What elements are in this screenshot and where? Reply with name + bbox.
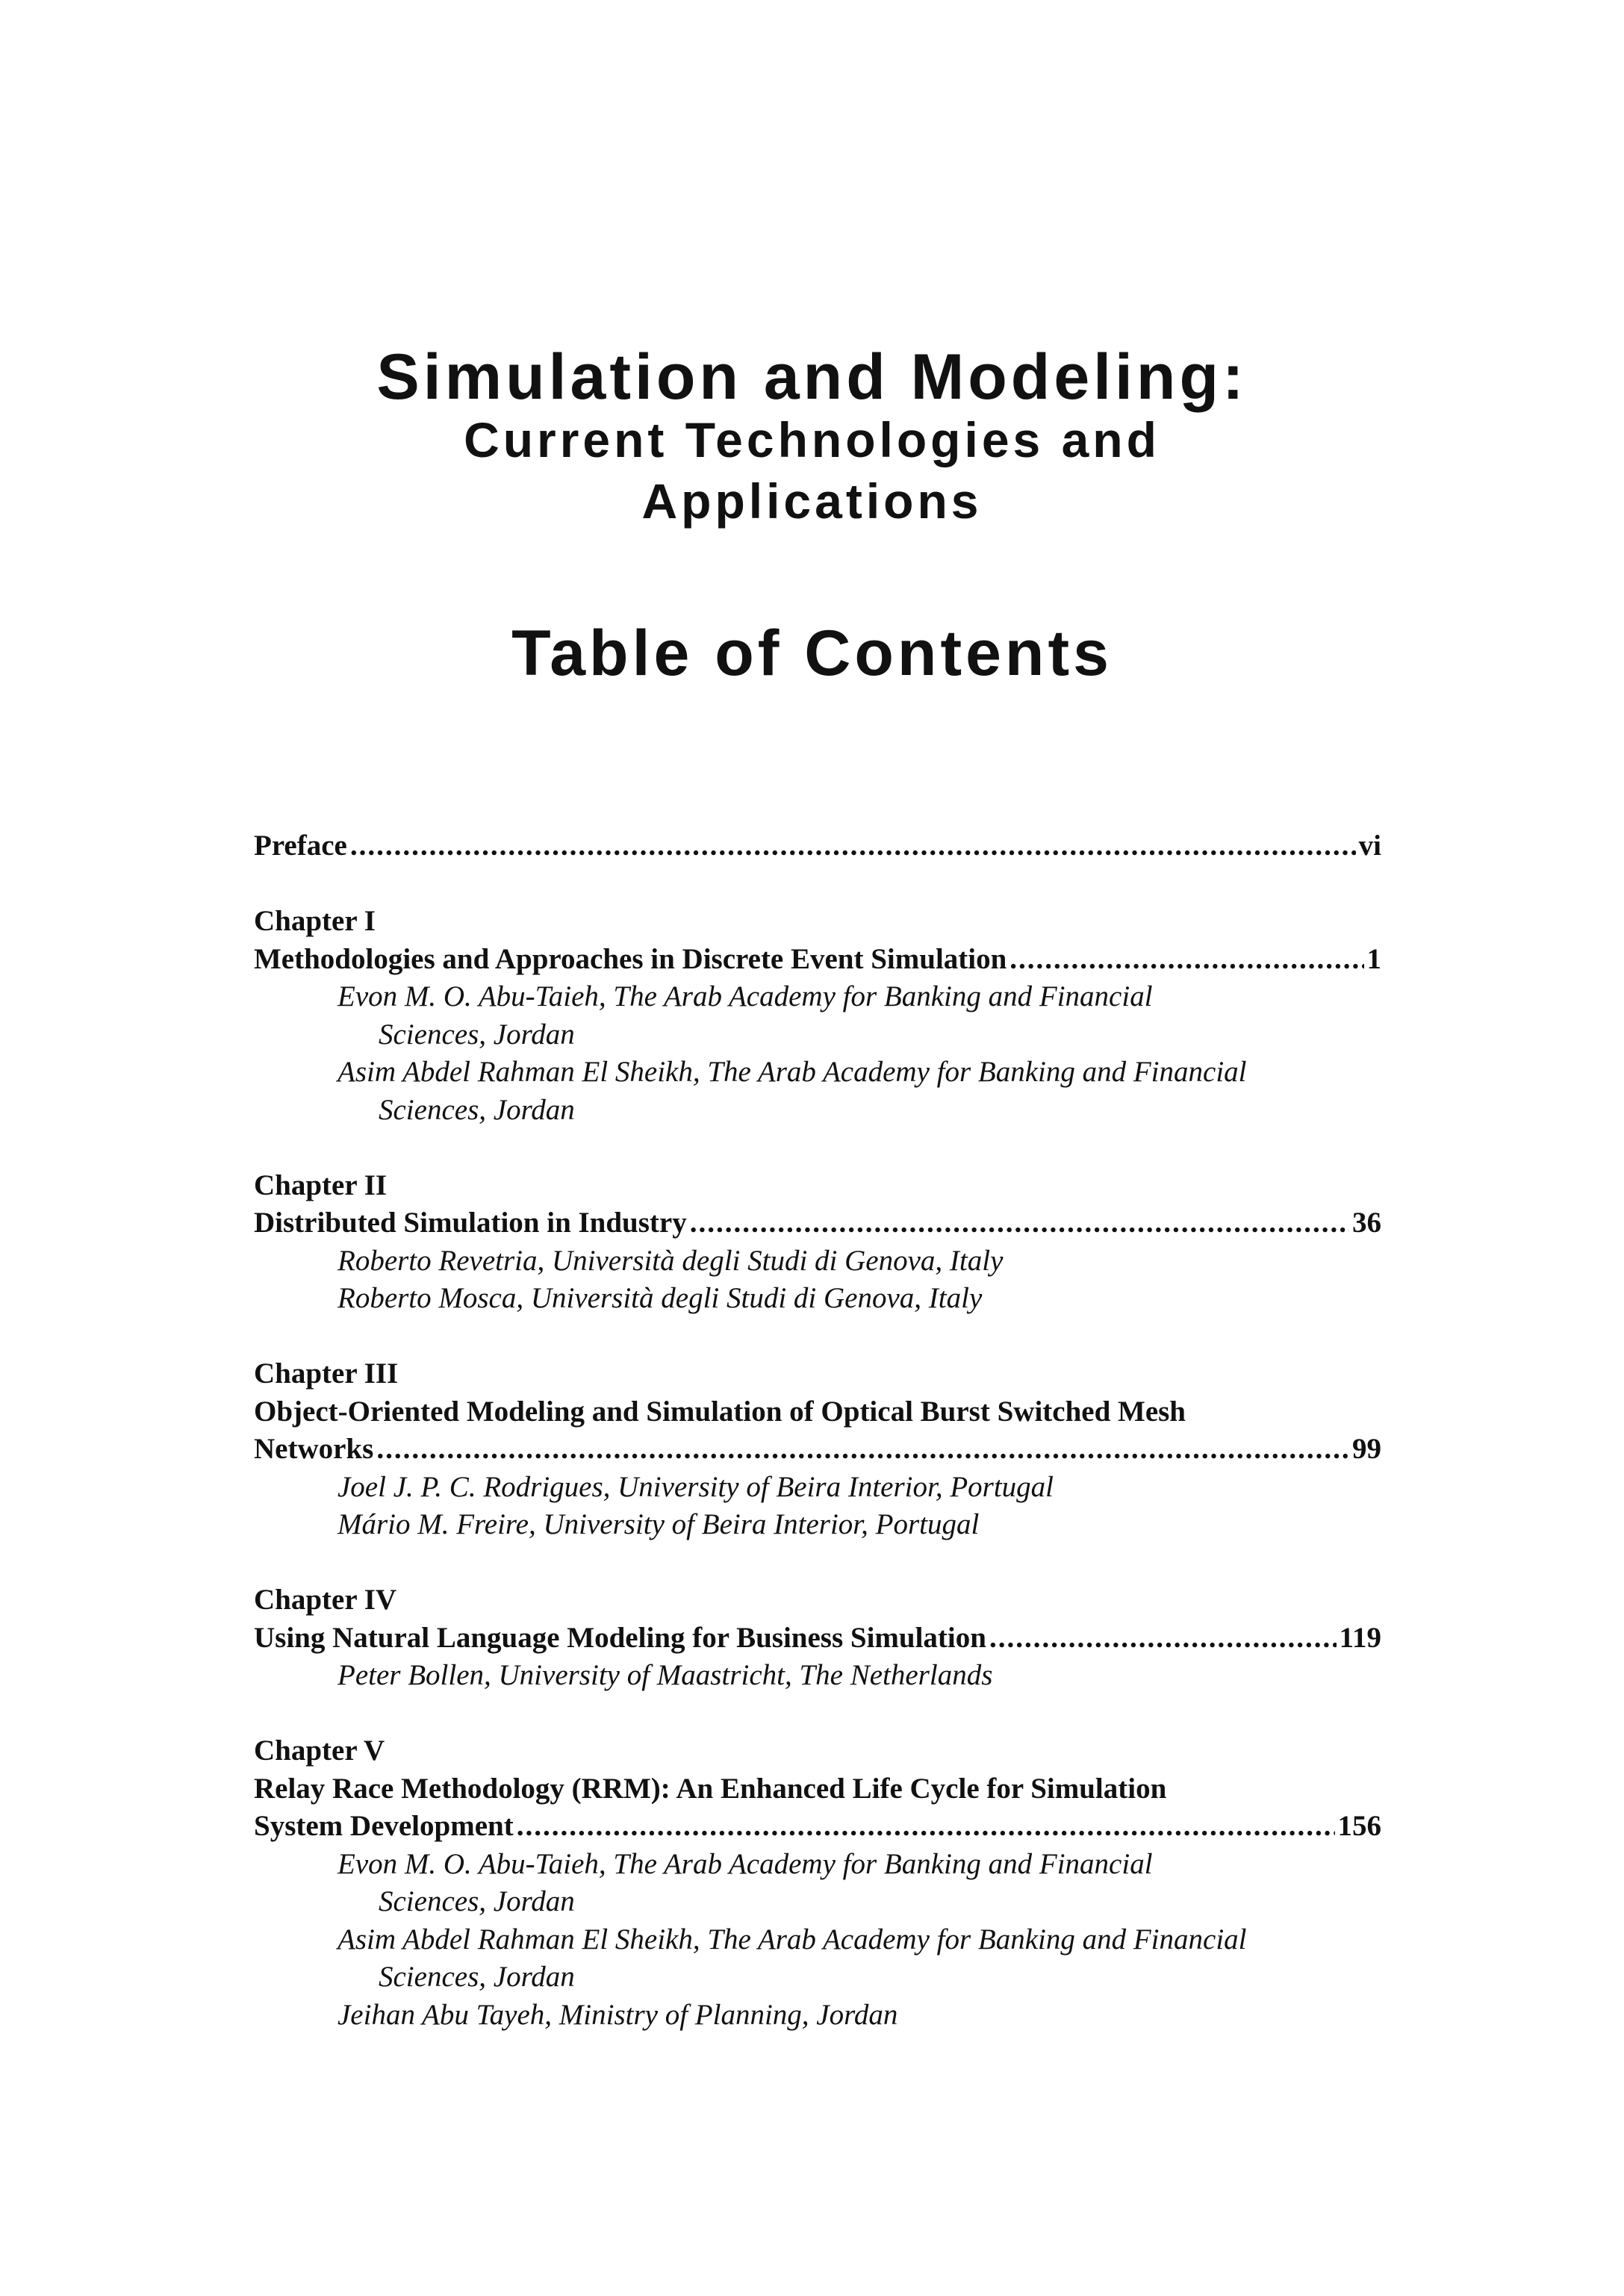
chapter-title: Using Natural Language Modeling for Business Simulation: [254, 1621, 986, 1654]
chapter-label: Chapter III: [254, 1357, 399, 1390]
chapter-title: Distributed Simulation in Industry: [254, 1207, 687, 1239]
page-number: 36: [1352, 1207, 1381, 1239]
toc-entry-chapter-1[interactable]: [254, 903, 1381, 1129]
toc-heading: Table of Contents: [511, 617, 1113, 689]
chapter-title-line[interactable]: [254, 1808, 1381, 1846]
author-affiliation: Roberto Mosca, Università degli Studi di Genova, Italy: [337, 1282, 983, 1314]
author-affiliation: Jeihan Abu Tayeh, Ministry of Planning, Jordan: [337, 1998, 898, 2031]
toc-entry-chapter-2[interactable]: [254, 1167, 1381, 1318]
dot-leader: [376, 1431, 1349, 1469]
page-number: vi: [1358, 830, 1381, 862]
author-affiliation: Asim Abdel Rahman El Sheikh, The Arab Academy for Banking and Financial Sciences, Jordan: [337, 1923, 1247, 1993]
dot-leader: [989, 1620, 1337, 1658]
table-of-contents: [254, 827, 1381, 2072]
author-affiliation: Asim Abdel Rahman El Sheikh, The Arab Academy for Banking and Financial Sciences, Jordan: [337, 1056, 1247, 1126]
toc-entry-chapter-5[interactable]: [254, 1732, 1381, 2034]
page-number: 1: [1366, 942, 1381, 975]
chapter-label: Chapter II: [254, 1169, 388, 1201]
toc-entry-chapter-3[interactable]: [254, 1355, 1381, 1544]
chapter-title-line[interactable]: [254, 1204, 1381, 1242]
toc-entry-chapter-4[interactable]: [254, 1581, 1381, 1695]
chapter-title-line[interactable]: [254, 1620, 1381, 1658]
page-number: 156: [1337, 1810, 1381, 1842]
dot-leader: [1009, 941, 1363, 979]
author-affiliation: Roberto Revetria, Università degli Studi di Genova, Italy: [337, 1244, 1004, 1277]
chapter-title: System Development: [254, 1810, 514, 1842]
chapter-title-line[interactable]: [254, 941, 1381, 979]
book-subtitle-line-2: Applications: [641, 473, 983, 529]
author-affiliation: Evon M. O. Abu-Taieh, The Arab Academy for Banking and Financial Sciences, Jordan: [337, 1847, 1153, 1917]
dot-leader: [350, 827, 1356, 865]
chapter-title-line[interactable]: [254, 1431, 1381, 1469]
dot-leader: [517, 1808, 1335, 1846]
chapter-label: Chapter I: [254, 905, 376, 937]
chapter-title: Methodologies and Approaches in Discrete Event Simulation: [254, 942, 1007, 975]
author-affiliation: Evon M. O. Abu-Taieh, The Arab Academy for Banking and Financial Sciences, Jordan: [337, 980, 1153, 1051]
author-affiliation: Joel J. P. C. Rodrigues, University of Beira Interior, Portugal: [337, 1470, 1054, 1503]
dot-leader: [690, 1204, 1349, 1242]
book-title: Simulation and Modeling:: [376, 341, 1248, 413]
author-affiliation: Peter Bollen, University of Maastricht, The Netherlands: [337, 1659, 993, 1691]
book-subtitle-line-1: Current Technologies and: [464, 412, 1160, 467]
page-number: 119: [1339, 1621, 1381, 1654]
toc-entry-preface[interactable]: [254, 827, 1381, 865]
author-affiliation: Mário M. Freire, University of Beira Interior, Portugal: [337, 1508, 980, 1540]
chapter-label: Chapter IV: [254, 1584, 397, 1616]
chapter-title-first-line: Relay Race Methodology (RRM): An Enhanced Life Cycle for Simulation: [254, 1772, 1167, 1805]
page-number: 99: [1352, 1433, 1381, 1465]
chapter-label: Chapter V: [254, 1735, 385, 1767]
preface-label: Preface: [254, 830, 347, 862]
chapter-title: Networks: [254, 1433, 374, 1465]
chapter-title-first-line: Object-Oriented Modeling and Simulation of Optical Burst Switched Mesh: [254, 1395, 1186, 1428]
preface-line[interactable]: [254, 827, 1381, 865]
